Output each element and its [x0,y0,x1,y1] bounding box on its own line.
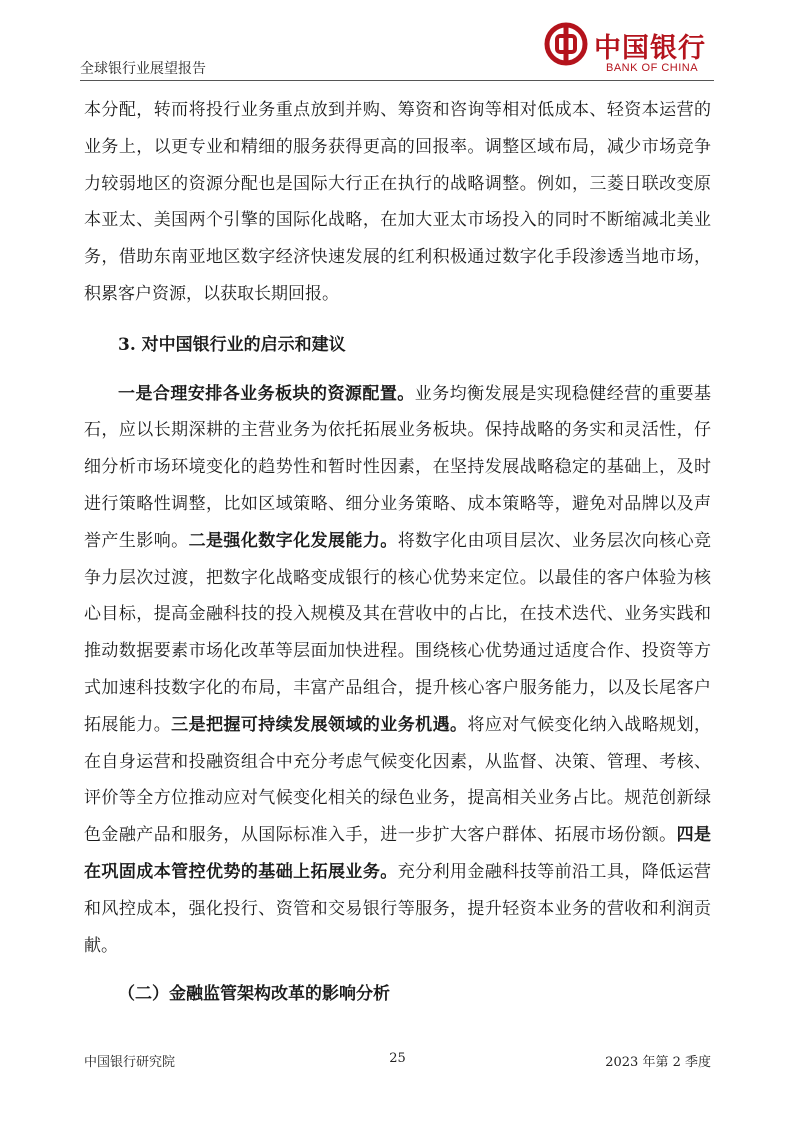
point-one-bold: 一是合理安排各业务板块的资源配置。 [118,383,415,404]
page-number: 25 [389,1051,406,1066]
subsection-heading: （二）金融监管架构改革的影响分析 [118,984,390,1005]
bank-logo [544,22,714,80]
document-body [84,92,711,1013]
recommendations-paragraph [84,376,711,965]
section-heading: 3. 对中国银行业的启示和建议 [118,334,346,355]
footer-institute: 中国银行研究院 [84,1055,176,1070]
logo-chinese-text: 中国银行 [594,33,706,64]
point-two-bold: 二是强化数字化发展能力。 [188,530,398,551]
report-title: 全球银行业展望报告 [80,61,206,77]
logo-english-text: BANK OF CHINA [606,62,699,74]
header-divider [80,80,714,81]
point-three-bold: 三是把握可持续发展领域的业务机遇。 [171,714,468,735]
bank-of-china-emblem-icon [544,22,588,66]
point-one-text: 业务均衡发展是实现稳健经营的重要基石，应以长期深耕的主营业务为依托拓展业务板块。保持战略的务实和灵活性，仔细分析市场环境变化的趋势性和暂时性因素，在坚持发展战略稳定的基础上，及时进行策略性调整，比如区域策略、细分业务策略、成本策略等，避免对品牌以及声誉产生影响。 [84,383,712,551]
point-four-bold: 四是在巩固成本管控优势的基础上拓展业务。 [84,825,712,882]
point-four-text: 充分利用金融科技等前沿工具，降低运营和风控成本，强化投行、资管和交易银行等服务，提升轻资本业务的营收和利润贡献。 [84,861,712,956]
page-footer [84,1051,711,1071]
point-three-text: 将应对气候变化纳入战略规划，在自身运营和投融资组合中充分考虑气候变化因素，从监督、决策、管理、考核、评价等全方位推动应对气候变化相关的绿色业务，提高相关业务占比。规范创新绿色金融产品和服务，从国际标准入手，进一步扩大客户群体、拓展市场份额。 [84,714,712,846]
footer-quarter: 2023 年第 2 季度 [605,1055,711,1070]
point-two-text: 将数字化由项目层次、业务层次向核心竞争力层次过渡，把数字化战略变成银行的核心优势来定位。以最佳的客户体验为核心目标，提高金融科技的投入规模及其在营收中的占比，在技术迭代、业务实践和推动数据要素市场化改革等层面加快进程。围绕核心优势通过适度合作、投资等方式加速科技数字化的布局，丰富产品组合，提升核心客户服务能力，以及长尾客户拓展能力。 [84,530,712,735]
paragraph-continued: 本分配，转而将投行业务重点放到并购、筹资和咨询等相对低成本、轻资本运营的业务上，以更专业和精细的服务获得更高的回报率。调整区域布局，减少市场竞争力较弱地区的资源分配也是国际大行正在执行的战略调整。例如，三菱日联改变原本亚太、美国两个引擎的国际化战略，在加大亚太市场投入的同时不断缩减北美业务，借助东南亚地区数字经济快速发展的红利积极通过数字化手段渗透当地市场，积累客户资源，以获取长期回报。 [84,100,711,304]
page-header [80,18,714,78]
